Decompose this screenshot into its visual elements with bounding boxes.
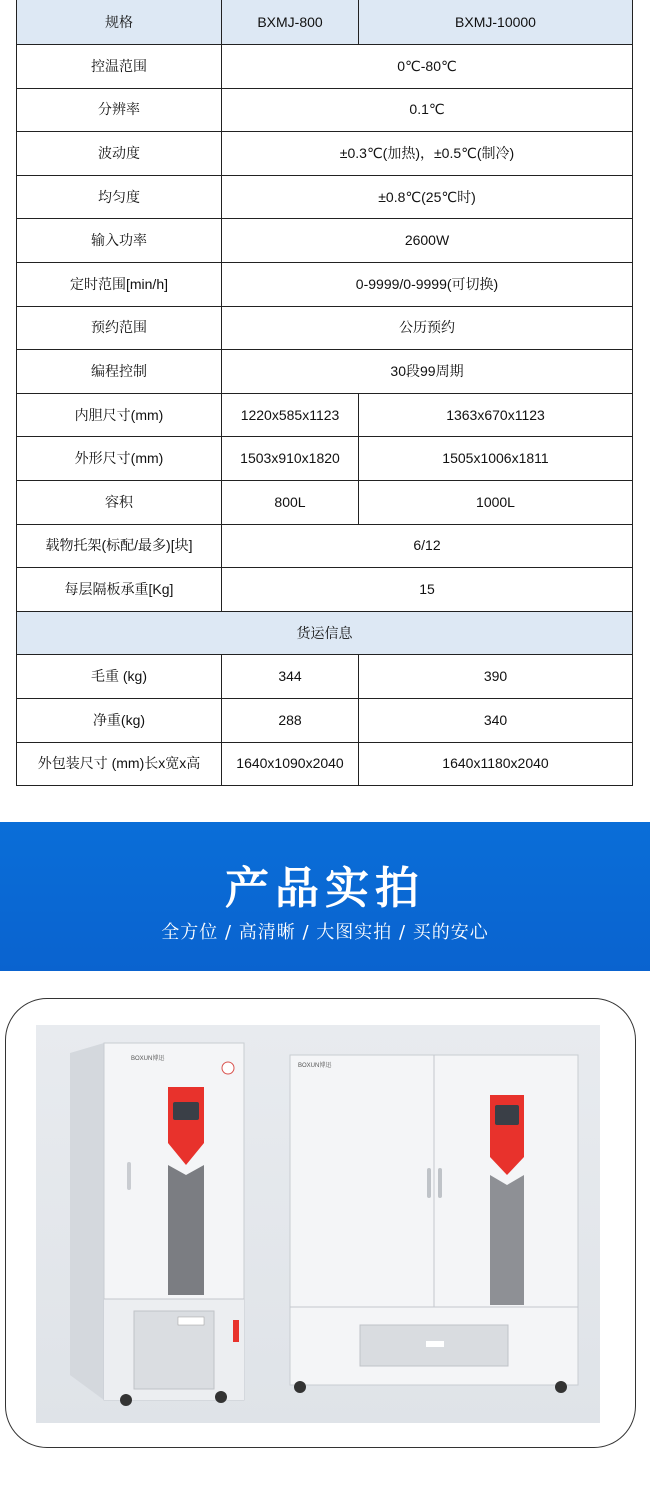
- row-value: ±0.8℃(25℃时): [222, 175, 633, 219]
- row-label: 控温范围: [17, 45, 222, 89]
- row-label: 定时范围[min/h]: [17, 262, 222, 306]
- row-label: 分辨率: [17, 88, 222, 132]
- row-label: 输入功率: [17, 219, 222, 263]
- cabinet-large: [290, 1055, 578, 1393]
- row-label: 每层隔板承重[Kg]: [17, 568, 222, 612]
- row-label: 均匀度: [17, 175, 222, 219]
- row-value: 0℃-80℃: [222, 45, 633, 89]
- header-cell-model-10000: BXMJ-10000: [359, 0, 633, 45]
- banner-title: 产品实拍: [225, 863, 425, 914]
- row-label: 净重(kg): [17, 698, 222, 742]
- row-value-10000: 1000L: [359, 480, 633, 524]
- row-value-800: 1640x1090x2040: [222, 742, 359, 786]
- table-row: [17, 480, 633, 524]
- row-value: 15: [222, 568, 633, 612]
- row-value: ±0.3℃(加热)，±0.5℃(制冷): [222, 132, 633, 176]
- banner-subtitle: 全方位 / 高清晰 / 大图实拍 / 买的安心: [161, 922, 489, 943]
- table-row: [17, 175, 633, 219]
- table-row: [17, 655, 633, 699]
- section-title: 货运信息: [17, 611, 633, 655]
- table-row: [17, 437, 633, 481]
- row-label: 容积: [17, 480, 222, 524]
- table-row: [17, 262, 633, 306]
- table-header-row: [17, 0, 633, 45]
- table-row: [17, 742, 633, 786]
- section-header-row: [17, 611, 633, 655]
- table-row: [17, 698, 633, 742]
- spec-table: [16, 0, 633, 786]
- table-row: [17, 524, 633, 568]
- row-value-10000: 1363x670x1123: [359, 393, 633, 437]
- row-value: 6/12: [222, 524, 633, 568]
- row-label: 外包装尺寸 (mm)长x宽x高: [17, 742, 222, 786]
- brand-logo-small: BOXUN博迅: [131, 1056, 165, 1062]
- product-photo: [36, 1025, 600, 1423]
- row-label: 毛重 (kg): [17, 655, 222, 699]
- table-row: [17, 132, 633, 176]
- table-row: [17, 306, 633, 350]
- row-value-10000: 1640x1180x2040: [359, 742, 633, 786]
- row-value: 公历预约: [222, 306, 633, 350]
- table-row: [17, 219, 633, 263]
- row-value-800: 1503x910x1820: [222, 437, 359, 481]
- row-label: 外形尺寸(mm): [17, 437, 222, 481]
- row-value: 2600W: [222, 219, 633, 263]
- table-row: [17, 393, 633, 437]
- row-value-800: 344: [222, 655, 359, 699]
- table-row: [17, 568, 633, 612]
- row-value-800: 288: [222, 698, 359, 742]
- table-row: [17, 350, 633, 394]
- cabinet-small: [70, 1043, 244, 1406]
- row-value-10000: 1505x1006x1811: [359, 437, 633, 481]
- row-value: 30段99周期: [222, 350, 633, 394]
- row-label: 载物托架(标配/最多)[块]: [17, 524, 222, 568]
- row-value: 0.1℃: [222, 88, 633, 132]
- product-photo-banner: [0, 822, 650, 971]
- table-row: [17, 88, 633, 132]
- header-cell-model-800: BXMJ-800: [222, 0, 359, 45]
- row-label: 编程控制: [17, 350, 222, 394]
- row-label: 预约范围: [17, 306, 222, 350]
- table-row: [17, 45, 633, 89]
- brand-logo-large: BOXUN博迅: [298, 1063, 332, 1069]
- row-value-800: 1220x585x1123: [222, 393, 359, 437]
- row-value-10000: 340: [359, 698, 633, 742]
- row-value-800: 800L: [222, 480, 359, 524]
- row-value-10000: 390: [359, 655, 633, 699]
- row-label: 波动度: [17, 132, 222, 176]
- header-cell-spec: 规格: [17, 0, 222, 45]
- row-label: 内胆尺寸(mm): [17, 393, 222, 437]
- row-value: 0-9999/0-9999(可切换): [222, 262, 633, 306]
